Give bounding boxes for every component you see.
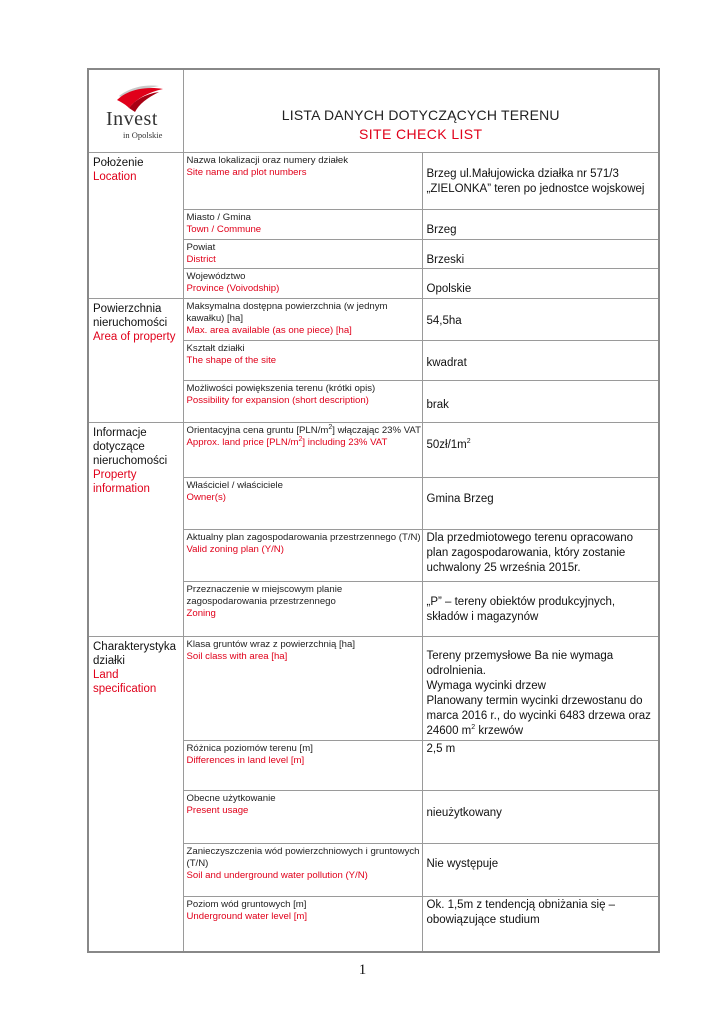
question-en: Approx. land price $[PLN/m^2]$ including 23% VAT [186, 435, 388, 448]
question-en: Province (Voivodship) [186, 283, 280, 294]
question-cell [183, 240, 422, 269]
answer-cell [422, 423, 659, 478]
table-row [88, 637, 659, 741]
question-en: Soil class with area [ha] [186, 651, 288, 662]
answer-cell [422, 210, 659, 240]
answer-cell [422, 478, 659, 530]
answer-cell [422, 153, 659, 210]
question-cell [183, 897, 422, 952]
answer-district: Brzeski [426, 254, 465, 266]
question-cell [183, 381, 422, 423]
answer-cell [422, 791, 659, 844]
page-number: 1 [358, 962, 367, 978]
answer-present-usage: nieużytkowany [426, 807, 502, 819]
answer-cell [422, 582, 659, 637]
question-pl: Nazwa lokalizacji oraz numery działek [186, 155, 349, 166]
title-polish: LISTA DANYCH DOTYCZĄCYCH TERENU [281, 106, 560, 123]
question-en: Underground water level [m] [186, 911, 308, 922]
answer-site-name: Brzeg ul.Małujowicka działka nr 571/3 „ZIELONKA” teren po jednostce wojskowej [426, 168, 645, 195]
question-en: Town / Commune [186, 224, 262, 235]
answer-water-level: Ok. 1,5m z tendencją obniżania się – obowiązujące studium [426, 899, 616, 926]
answer-line: Tereny przemysłowe Ba nie wymaga odrolnienia. [426, 650, 614, 677]
answer-owner: Gmina Brzeg [426, 493, 494, 505]
question-pl: Obecne użytkowanie [186, 793, 276, 804]
question-cell [183, 341, 422, 381]
question-pl: Przeznaczenie w miejscowym planie zagospodarowania przestrzennego [186, 584, 343, 607]
answer-pollution: Nie występuje [426, 858, 499, 870]
question-en: Max. area available (as one piece) [ha] [186, 325, 352, 336]
question-pl: Możliwości powiększenia terenu (krótki opis) [186, 383, 376, 394]
question-pl: Powiat [186, 242, 216, 253]
section-label-en: Property information [93, 469, 150, 495]
section-location [88, 153, 183, 299]
question-pl: Województwo [186, 271, 246, 282]
question-en: Site name and plot numbers [186, 167, 307, 178]
question-en: Soil and underground water pollution (Y/N) [186, 870, 368, 881]
question-cell [183, 478, 422, 530]
answer-max-area: 54,5ha [426, 315, 462, 327]
question-en: Present usage [186, 805, 249, 816]
question-cell [183, 299, 422, 341]
answer-expansion: brak [426, 399, 449, 411]
site-check-table [87, 68, 660, 953]
logo-cell [88, 69, 183, 153]
answer-level-difference: 2,5 m [426, 743, 456, 755]
section-label-pl: Położenie [93, 157, 144, 169]
question-pl: Miasto / Gmina [186, 212, 252, 223]
section-area [88, 299, 183, 423]
answer-cell [422, 341, 659, 381]
question-pl: Poziom wód gruntowych [m] [186, 899, 307, 910]
question-cell [183, 637, 422, 741]
table-row [88, 153, 659, 210]
question-en: Valid zoning plan (Y/N) [186, 544, 284, 555]
question-cell [183, 269, 422, 299]
answer-province: Opolskie [426, 283, 472, 295]
question-cell [183, 210, 422, 240]
answer-zoning-plan: Dla przedmiotowego terenu opracowano plan zagospodarowania, który zostanie uchwalony 25 września 2015r. [426, 532, 633, 574]
question-pl: Maksymalna dostępna powierzchnia (w jednym kawałku) [ha] [186, 301, 388, 324]
section-label-en: Area of property [93, 331, 176, 343]
question-en: Differences in land level [m] [186, 755, 305, 766]
invest-logo [89, 70, 187, 152]
section-land-spec [88, 637, 183, 952]
answer-cell [422, 844, 659, 897]
question-cell [183, 153, 422, 210]
answer-line: Planowany termin wycinki drzewostanu do marca 2016 r., do wycinki 6483 drzewa oraz 24600 $m^2$ krzewów [426, 695, 651, 737]
answer-soil-class [427, 637, 657, 739]
question-en: Possibility for expansion (short description) [186, 395, 369, 406]
logo-subtitle: in Opolskie [123, 130, 163, 140]
question-en: Zoning [186, 608, 216, 619]
answer-cell [422, 299, 659, 341]
question-pl: Zanieczyszczenia wód powierzchniowych i gruntowych (T/N) [186, 846, 420, 869]
answer-cell [422, 637, 659, 741]
answer-cell [422, 897, 659, 952]
answer-shape: kwadrat [426, 357, 467, 369]
title-cell [183, 69, 659, 153]
question-en: District [186, 254, 216, 265]
answer-town: Brzeg [426, 224, 457, 236]
section-label-en: Land specification [93, 669, 157, 695]
question-cell [183, 423, 422, 478]
question-cell [183, 844, 422, 897]
section-label-pl: Powierzchnia nieruchomości [93, 303, 168, 329]
question-pl: Kształt działki [186, 343, 245, 354]
question-pl: Orientacyjna cena gruntu $[PLN/m^2]$ włączając 23% VAT [186, 423, 421, 436]
answer-zoning: „P” – tereny obiektów produkcyjnych, składów i magazynów [426, 596, 616, 623]
section-label-pl: Informacje dotyczące nieruchomości [93, 427, 168, 467]
question-pl: Właściciel / właściciele [186, 480, 283, 491]
question-cell [183, 791, 422, 844]
answer-cell [422, 530, 659, 582]
section-label-en: Location [93, 171, 137, 183]
question-pl: Aktualny plan zagospodarowania przestrzennego (T/N) [186, 532, 421, 543]
answer-land-price: $50zł/1m^2$ [426, 438, 471, 451]
section-property-info [88, 423, 183, 637]
question-cell [183, 530, 422, 582]
question-cell [183, 741, 422, 791]
title-english: SITE CHECK LIST [359, 125, 483, 142]
table-row [88, 299, 659, 341]
question-pl: Różnica poziomów terenu [m] [186, 743, 313, 754]
answer-cell [422, 381, 659, 423]
question-cell [183, 582, 422, 637]
answer-cell [422, 240, 659, 269]
section-label-pl: Charakterystyka działki [93, 641, 177, 667]
site-check-list-document [87, 68, 658, 954]
question-en: Owner(s) [186, 492, 226, 503]
header-row [88, 69, 659, 153]
logo-word: Invest [106, 108, 158, 130]
answer-line: Wymaga wycinki drzew [426, 680, 546, 692]
answer-cell [422, 741, 659, 791]
answer-cell [422, 269, 659, 299]
question-en: The shape of the site [186, 355, 277, 366]
question-pl: Klasa gruntów wraz z powierzchnią [ha] [186, 639, 356, 650]
table-row [88, 423, 659, 478]
